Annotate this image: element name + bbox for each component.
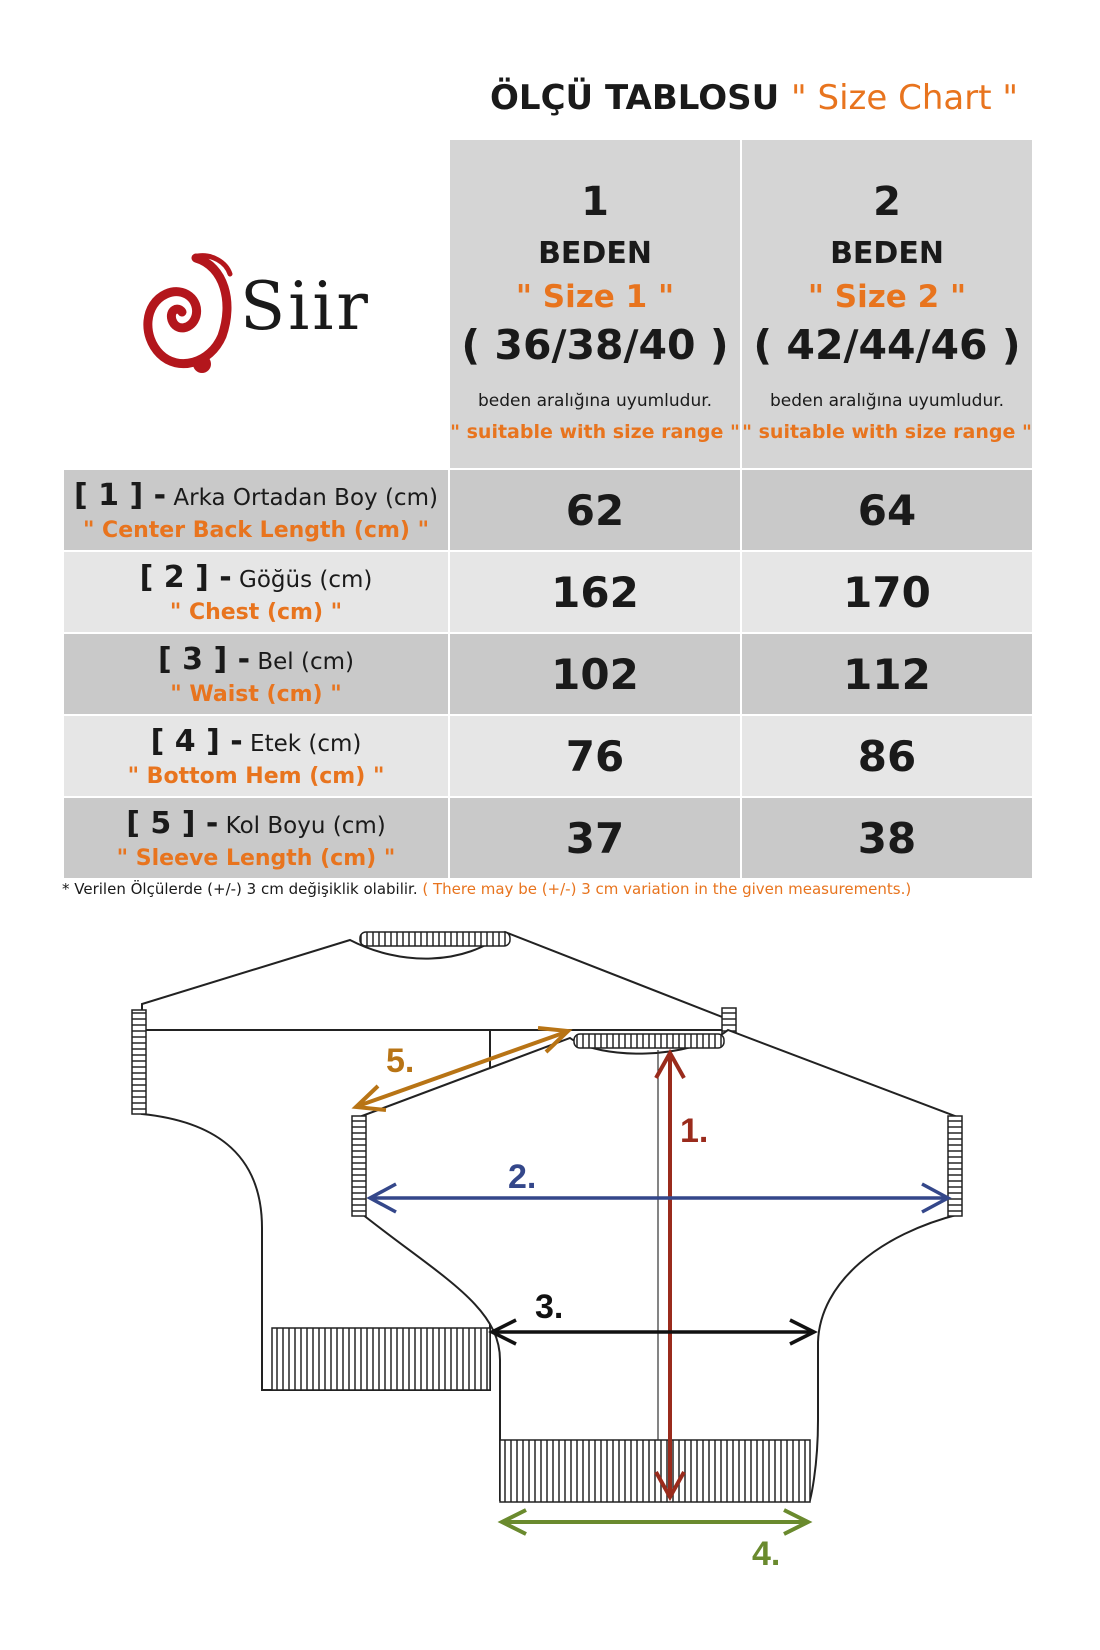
footnote-tr: * Verilen Ölçülerde (+/-) 3 cm değişiklik olabilir.	[62, 880, 418, 898]
row-label-en: " Waist (cm) "	[170, 681, 342, 707]
row-label	[63, 469, 449, 551]
spiral-logo-icon	[138, 248, 238, 378]
value-size-1: 76	[449, 715, 741, 797]
size-beden: BEDEN	[538, 235, 652, 271]
marker-5: 5.	[386, 1042, 415, 1080]
size-table	[62, 138, 1034, 880]
back-neck-rib	[360, 932, 510, 946]
value-size-1: 162	[449, 551, 741, 633]
title-tr: ÖLÇÜ TABLOSU	[490, 78, 780, 118]
marker-1: 1.	[680, 1112, 709, 1150]
row-label	[63, 715, 449, 797]
row-label-tr: Göğüs (cm)	[239, 566, 373, 593]
row-label-tr: Kol Boyu (cm)	[225, 812, 386, 839]
row-label-tr: Bel (cm)	[257, 648, 355, 675]
row-number: [ 1 ] -	[74, 477, 167, 513]
marker-4: 4.	[752, 1535, 781, 1573]
logo-text: Siir	[240, 268, 371, 345]
size-label: " Size 1 "	[515, 278, 675, 315]
arrow-bottom-hem	[502, 1510, 808, 1534]
footnote-en: ( There may be (+/-) 3 cm variation in the given measurements.)	[422, 880, 912, 898]
size-header-row	[63, 139, 1033, 469]
front-neck-rib	[574, 1034, 724, 1048]
garment-diagram	[0, 910, 1100, 1650]
row-label-tr: Arka Ortadan Boy (cm)	[173, 484, 438, 511]
measurement-row-center-back	[63, 469, 1033, 551]
front-garment-outline	[362, 1030, 960, 1500]
marker-3: 3.	[535, 1288, 564, 1326]
value-size-1: 37	[449, 797, 741, 879]
size-2-header	[741, 139, 1033, 469]
value-size-2: 38	[741, 797, 1033, 879]
measurement-row-sleeve-length	[63, 797, 1033, 879]
value-size-2: 112	[741, 633, 1033, 715]
size-note-en: " suitable with size range "	[742, 420, 1032, 443]
size-beden: BEDEN	[830, 235, 944, 271]
front-left-cuff	[352, 1116, 366, 1216]
size-number: 2	[873, 178, 901, 225]
row-label-en: " Center Back Length (cm) "	[82, 517, 430, 543]
measurement-row-bottom-hem	[63, 715, 1033, 797]
row-label	[63, 633, 449, 715]
logo-cell	[63, 139, 449, 469]
value-size-1: 102	[449, 633, 741, 715]
size-note-tr: beden aralığına uyumludur.	[769, 390, 1005, 411]
chart-title	[490, 78, 1050, 118]
row-number: [ 3 ] -	[157, 641, 251, 677]
row-label-en: " Chest (cm) "	[169, 599, 343, 625]
row-label-en: " Bottom Hem (cm) "	[127, 763, 385, 789]
row-number: [ 5 ] -	[126, 805, 219, 841]
size-1-header	[449, 139, 741, 469]
measurement-row-chest	[63, 551, 1033, 633]
back-left-cuff	[132, 1010, 146, 1114]
back-hem-rib	[272, 1328, 490, 1390]
front-right-cuff	[948, 1116, 962, 1216]
front-hem-rib	[500, 1440, 810, 1502]
value-size-2: 170	[741, 551, 1033, 633]
size-number: 1	[581, 178, 609, 225]
row-label	[63, 551, 449, 633]
size-note-tr: beden aralığına uyumludur.	[477, 390, 713, 411]
row-number: [ 4 ] -	[150, 723, 243, 759]
footnote	[62, 880, 911, 898]
value-size-2: 64	[741, 469, 1033, 551]
measurement-row-waist	[63, 633, 1033, 715]
size-range: ( 36/38/40 )	[461, 320, 729, 369]
value-size-2: 86	[741, 715, 1033, 797]
size-note-en: " suitable with size range "	[450, 420, 740, 443]
row-label	[63, 797, 449, 879]
marker-2: 2.	[508, 1158, 537, 1196]
row-number: [ 2 ] -	[139, 559, 232, 595]
size-label: " Size 2 "	[807, 278, 967, 315]
size-range: ( 42/44/46 )	[753, 320, 1021, 369]
row-label-en: " Sleeve Length (cm) "	[116, 845, 396, 871]
value-size-1: 62	[449, 469, 741, 551]
row-label-tr: Etek (cm)	[250, 730, 362, 757]
title-en: " Size Chart "	[791, 78, 1018, 118]
